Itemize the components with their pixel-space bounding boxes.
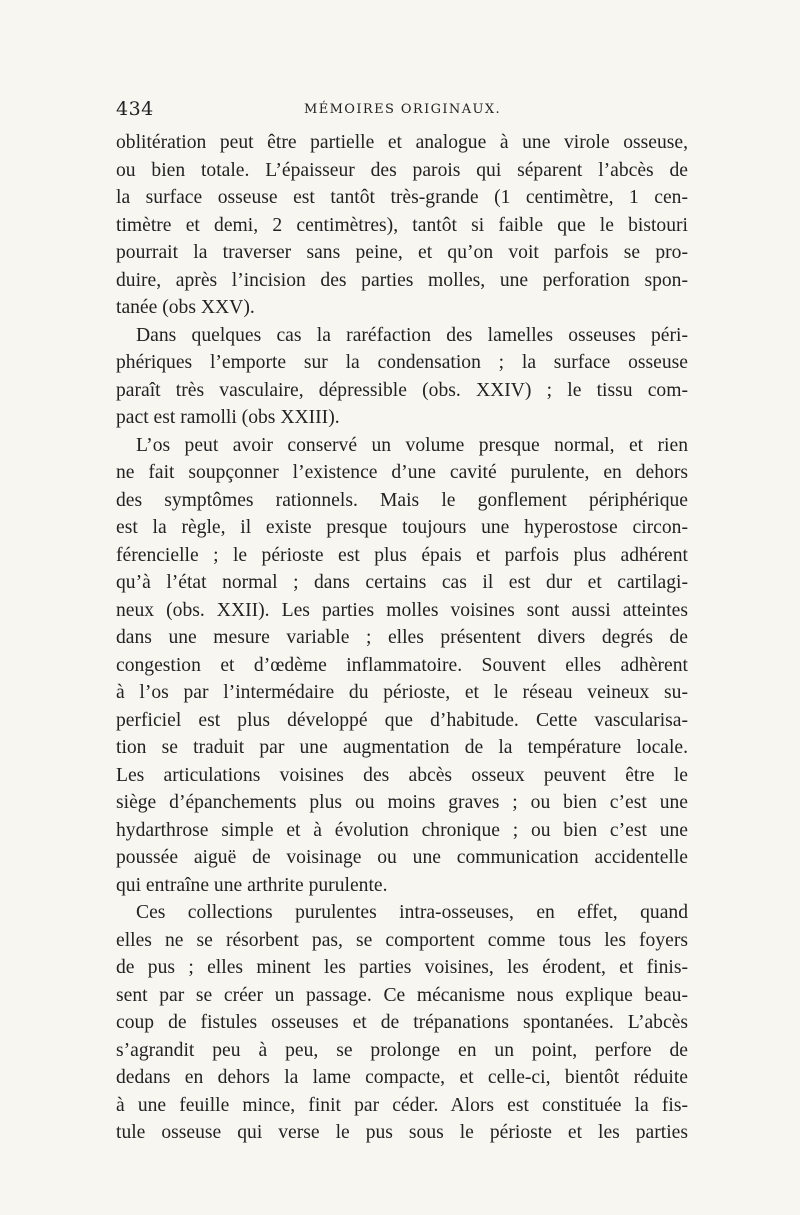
page-header bbox=[116, 98, 688, 126]
text-line: siège d’épanchements plus ou moins graves ; ou bien c’est une bbox=[116, 792, 688, 813]
paragraph-start-line: Ces collections purulentes intra-osseuses, en effet, quand bbox=[136, 902, 688, 923]
text-line: paraît très vasculaire, dépressible (obs. XXIV) ; le tissu com- bbox=[116, 379, 688, 401]
text-line: des symptômes rationnels. Mais le gonflement périphérique bbox=[116, 489, 688, 511]
text-line: tanée (obs XXV). bbox=[116, 297, 255, 318]
text-line: dedans en dehors la lame compacte, et celle-ci, bientôt réduite bbox=[116, 1067, 688, 1088]
text-line: phériques l’emporte sur la condensation ; la surface osseuse bbox=[116, 352, 688, 373]
text-line: est la règle, il existe presque toujours une hyperostose circon- bbox=[116, 517, 688, 538]
text-line: hydarthrose simple et à évolution chronique ; ou bien c’est une bbox=[116, 819, 688, 841]
paragraph-start-line: Dans quelques cas la raréfaction des lamelles osseuses péri- bbox=[136, 324, 688, 346]
text-line: congestion et d’œdème inflammatoire. Souvent elles adhèrent bbox=[116, 654, 688, 676]
text-line: la surface osseuse est tantôt très-grande (1 centimètre, 1 cen- bbox=[116, 187, 688, 208]
paragraph-start-line: L’os peut avoir conservé un volume presque normal, et rien bbox=[136, 434, 688, 456]
text-line: tule osseuse qui verse le pus sous le périoste et les parties bbox=[116, 1122, 688, 1143]
body-text bbox=[116, 129, 688, 1147]
text-line: de pus ; elles minent les parties voisines, les érodent, et finis- bbox=[116, 957, 688, 978]
text-line: timètre et demi, 2 centimètres), tantôt si faible que le bistouri bbox=[116, 214, 688, 236]
text-line: qu’à l’état normal ; dans certains cas il est dur et cartilagi- bbox=[116, 572, 688, 593]
text-line: qui entraîne une arthrite purulente. bbox=[116, 874, 388, 896]
text-line: coup de fistules osseuses et de trépanations spontanées. L’abcès bbox=[116, 1012, 688, 1033]
text-line: poussée aiguë de voisinage ou une communication accidentelle bbox=[116, 847, 688, 868]
text-line: à l’os par l’intermédaire du périoste, et le réseau veineux su- bbox=[116, 682, 688, 703]
text-line: pourrait la traverser sans peine, et qu’on voit parfois se pro- bbox=[116, 242, 688, 263]
text-line: pact est ramolli (obs XXIII). bbox=[116, 407, 340, 428]
text-line: Les articulations voisines des abcès osseux peuvent être le bbox=[116, 764, 688, 786]
text-line: elles ne se résorbent pas, se comportent comme tous les foyers bbox=[116, 929, 688, 951]
text-line: ou bien totale. L’épaisseur des parois qui séparent l’abcès de bbox=[116, 159, 688, 181]
text-line: à une feuille mince, finit par céder. Alors est constituée la fis- bbox=[116, 1094, 688, 1116]
text-line: sent par se créer un passage. Ce mécanisme nous explique beau- bbox=[116, 984, 688, 1006]
page-number: 434 bbox=[116, 98, 154, 120]
text-line: tion se traduit par une augmentation de la température locale. bbox=[116, 737, 688, 758]
text-line: s’agrandit peu à peu, se prolonge en un point, perfore de bbox=[116, 1039, 688, 1061]
text-line: ne fait soupçonner l’existence d’une cavité purulente, en dehors bbox=[116, 462, 688, 483]
text-line: duire, après l’incision des parties molles, une perforation spon- bbox=[116, 269, 688, 291]
running-title: MÉMOIRES ORIGINAUX. bbox=[304, 102, 502, 117]
text-line: férencielle ; le périoste est plus épais et parfois plus adhérent bbox=[116, 544, 688, 566]
text-line: neux (obs. XXII). Les parties molles voisines sont aussi atteintes bbox=[116, 599, 688, 621]
text-line: dans une mesure variable ; elles présentent divers degrés de bbox=[116, 627, 688, 648]
text-line: oblitération peut être partielle et analogue à une virole osseuse, bbox=[116, 132, 688, 153]
text-line: perficiel est plus développé que d’habitude. Cette vascularisa- bbox=[116, 709, 688, 731]
